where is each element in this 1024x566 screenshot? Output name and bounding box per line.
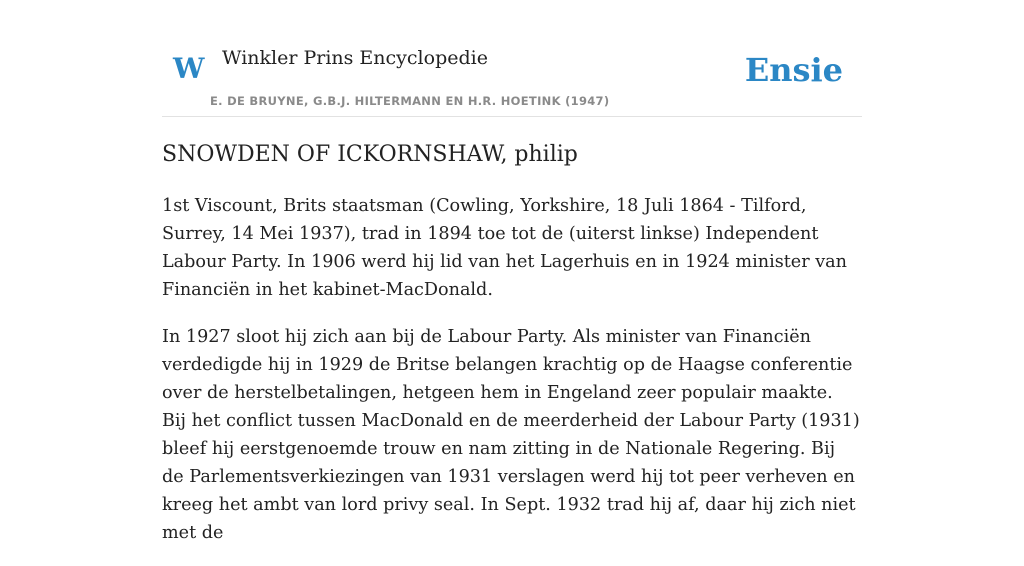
site-header — [162, 0, 862, 117]
brand-logo[interactable]: Ensie — [744, 51, 843, 89]
site-title[interactable]: Winkler Prins Encyclopedie — [222, 47, 488, 69]
article-title: SNOWDEN OF ICKORNSHAW, philip — [162, 142, 578, 167]
article-paragraph: 1st Viscount, Brits staatsman (Cowling, Yorkshire, 18 Juli 1864 - Tilford, Surrey, 14 Mei 1937), trad in 1894 toe tot de (uiterst linkse) Independent Labour Party. In 1906 werd hij lid van het Lagerhuis en in 1924 minister van Financiën in het kabinet-MacDonald. — [162, 196, 847, 300]
article-body — [162, 192, 862, 566]
article-paragraph: In 1927 sloot hij zich aan bij de Labour Party. Als minister van Financiën verdedigde hij in 1929 de Britse belangen krachtig op de Haagse conferentie over de herstelbetalingen, hetgeen hem in Engeland zeer populair maakte. Bij het conflict tussen MacDonald en de meerderheid der Labour Party (1931) bleef hij eerstgenoemde trouw en nam zitting in de Nationale Regering. Bij de Parlementsverkiezingen van 1931 verslagen werd hij tot peer verheven en kreeg het ambt van lord privy seal. In Sept. 1932 trad hij af, daar hij zich niet met de — [162, 327, 860, 543]
site-authors: E. DE BRUYNE, G.B.J. HILTERMANN EN H.R. HOETINK (1947) — [210, 94, 610, 108]
logo-icon[interactable]: W — [173, 52, 205, 85]
